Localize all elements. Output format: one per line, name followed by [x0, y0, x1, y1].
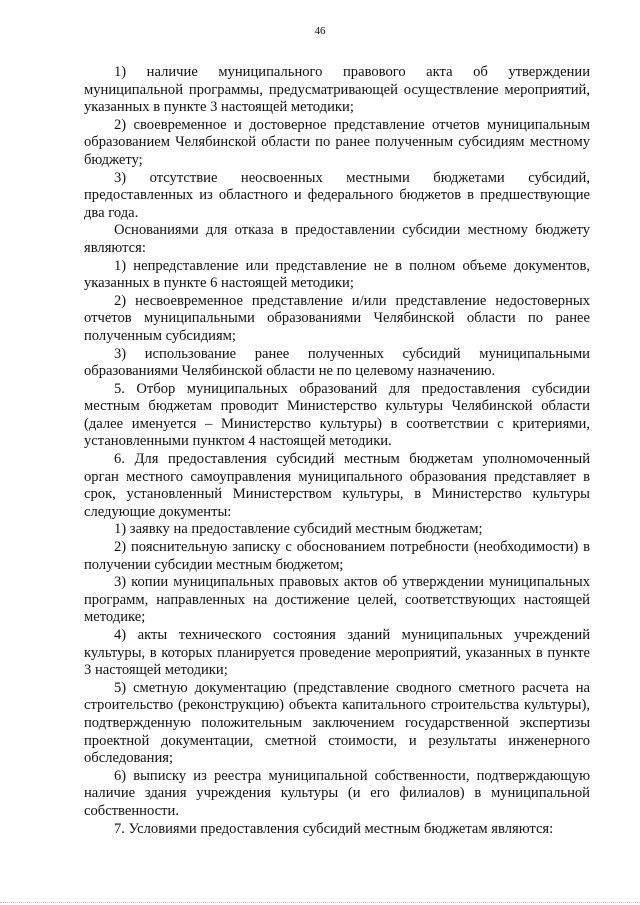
paragraph: 3) копии муниципальных правовых актов об утверждении муниципальных программ, направленных на достижение целей, соответствующих настоящей методике; [84, 574, 590, 626]
paragraph: 5) сметную документацию (представление сводного сметного расчета на строительство (реконструкцию) объекта капитального строительства культуры), подтвержденную положительным заключением государственной экспертизы проектной документации, сметной стоимости, и результаты инженерного обследования; [84, 679, 590, 767]
paragraph: 2) своевременное и достоверное представление отчетов муниципальным образованием Челябинской области по ранее полученным субсидиям местному бюджету; [84, 116, 590, 168]
paragraph: 3) использование ранее полученных субсидий муниципальными образованиями Челябинской области не по целевому назначению. [84, 345, 590, 380]
paragraph: 6) выписку из реестра муниципальной собственности, подтверждающую наличие здания учреждения культуры (и его филиалов) в муниципальной собственности. [84, 767, 590, 819]
paragraph: 5. Отбор муниципальных образований для предоставления субсидии местным бюджетам проводит Министерство культуры Челябинской области (далее именуется – Министерство культуры) в соответствии с критериями, установленными пунктом 4 настоящей методики. [84, 380, 590, 450]
paragraph: 1) наличие муниципального правового акта об утверждении муниципальной программы, предусматривающей осуществление мероприятий, указанных в пункте 3 настоящей методики; [84, 64, 590, 116]
paragraph: 4) акты технического состояния зданий муниципальных учреждений культуры, в которых планируется проведение мероприятий, указанных в пункте 3 настоящей методики; [84, 627, 590, 679]
paragraph: 7. Условиями предоставления субсидий местным бюджетам являются: [114, 820, 554, 837]
paragraph: 1) непредставление или представление не в полном объеме документов, указанных в пункте 6 настоящей методики; [84, 257, 590, 292]
paragraph: 6. Для предоставления субсидий местным бюджетам уполномоченный орган местного самоуправления муниципального образования представляет в срок, установленный Министерством культуры, в Министерство культуры следующие документы: [84, 451, 590, 520]
document-body [84, 64, 590, 838]
paragraph: 3) отсутствие неосвоенных местными бюджетами субсидий, предоставленных из областного и федерального бюджетов в предшествующие два года. [84, 169, 590, 221]
paragraph: 2) пояснительную записку с обоснованием потребности (необходимости) в получении субсидии местным бюджетом; [84, 539, 590, 573]
paragraph: 2) несвоевременное представление и/или представление недостоверных отчетов муниципальными образованиями Челябинской области по ранее полученным субсидиям; [84, 292, 590, 344]
page-number: 46 [314, 25, 326, 37]
paragraph: 1) заявку на предоставление субсидий местным бюджетам; [114, 521, 483, 538]
paragraph: Основаниями для отказа в предоставлении субсидии местному бюджету являются: [84, 222, 590, 256]
